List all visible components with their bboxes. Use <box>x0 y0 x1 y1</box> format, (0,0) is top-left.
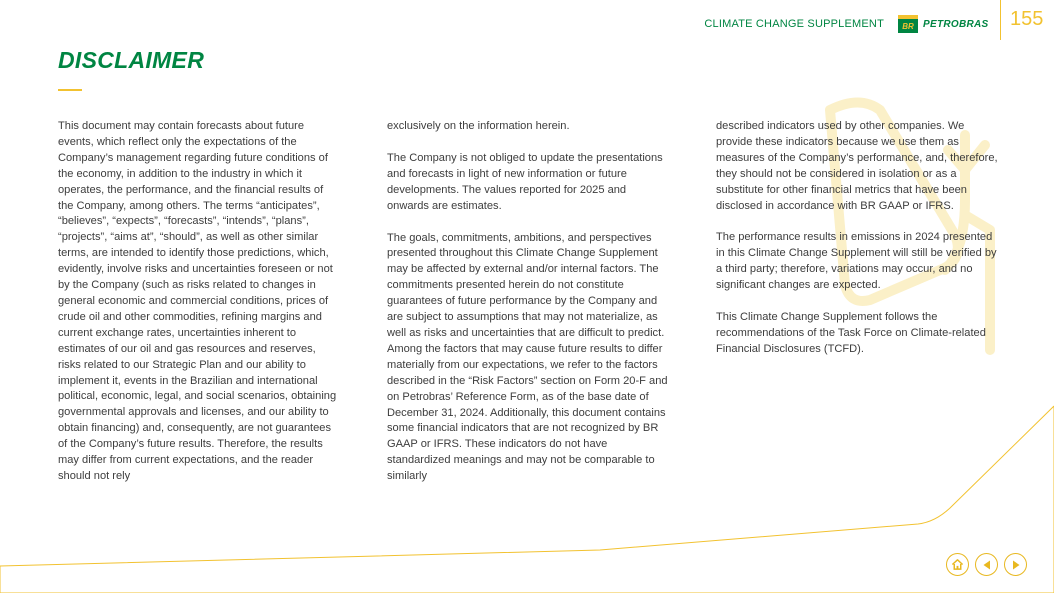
triangle-left-icon <box>981 559 993 571</box>
home-button[interactable] <box>946 553 969 576</box>
paragraph: The goals, commitments, ambitions, and perspectives presented throughout this Climate Change Supplement may be affected by external and/or internal factors. The commitments presented herein do not constitute guarantees of future performance by the Company and are subject to assumptions that may not materialize, as well as risks and uncertainties that are difficult to predict. Among the factors that may cause future results to differ materially from our expectations, we refer to the factors described in the “Risk Factors” section on Form 20-F and on Petrobras’ Reference Form, as of the base date of December 31, 2024. Additionally, this document contains some financial indicators that are not recognized by BR GAAP or IFRS. These indicators do not have standardized meanings and may not be comparable to similarly <box>387 231 668 483</box>
petrobras-logo <box>898 14 988 34</box>
page-navigation <box>946 553 1027 576</box>
logo-mark: BR <box>898 15 918 33</box>
text-column-2 <box>387 119 670 501</box>
next-page-button[interactable] <box>1004 553 1027 576</box>
paragraph: This Climate Change Supplement follows the recommendations of the Task Force on Climate-related Financial Disclosures (TCFD). <box>716 311 986 355</box>
section-label: CLIMATE CHANGE SUPPLEMENT <box>704 18 884 30</box>
header-divider <box>1000 0 1001 40</box>
paragraph: described indicators used by other companies. We provide these indicators because we use them as measures of the Company’s performance, and, therefore, they should not be considered in isolation or as a substitute for other financial metrics that have been disclosed in accordance with BR GAAP or IFRS. <box>716 120 998 212</box>
paragraph: The Company is not obliged to update the presentations and forecasts in light of new information or future developments. The values reported for 2025 and onwards are estimates. <box>387 151 663 212</box>
text-column-3 <box>716 119 999 374</box>
home-icon <box>951 558 964 571</box>
text-column-1 <box>58 119 341 501</box>
paragraph: exclusively on the information herein. <box>387 120 570 132</box>
logo-text: PETROBRAS <box>923 18 989 30</box>
title-underline <box>58 89 82 91</box>
triangle-right-icon <box>1010 559 1022 571</box>
page-number: 155 <box>1010 8 1044 30</box>
page-title: DISCLAIMER <box>58 47 205 73</box>
previous-page-button[interactable] <box>975 553 998 576</box>
paragraph: This document may contain forecasts about future events, which reflect only the expectations of the Company’s management regarding future conditions of the economy, in addition to the industry in which it operates, the performance, and the financial results of the Company, among others. The terms “anticipates”, “believes”, “expects”, “forecasts”, “intends”, “plans”, “projects”, “aims at”, “should”, as well as other similar terms, are intended to identify those predictions, which, evidently, involve risks and uncertainties foreseen or not by the Company (such as risks related to changes in general economic and commercial conditions, prices of crude oil and other commodities, refining margins and current exchange rates, uncertainties inherent to estimates of our oil and gas resources and reserves, risks related to our Strategic Plan and our ability to implement it, events in the Brazilian and international political, economic, legal, and social scenarios, obtaining governmental approvals and licenses, and our ability to obtain financing) and, consequently, are not guarantees of the Company’s future results. Therefore, the results may differ from current expectations, and the reader should not rely <box>58 120 337 482</box>
paragraph: The performance results in emissions in 2024 presented in this Climate Change Supplement will still be verified by a third party; therefore, variations may occur, and no significant changes are expected. <box>716 231 997 292</box>
